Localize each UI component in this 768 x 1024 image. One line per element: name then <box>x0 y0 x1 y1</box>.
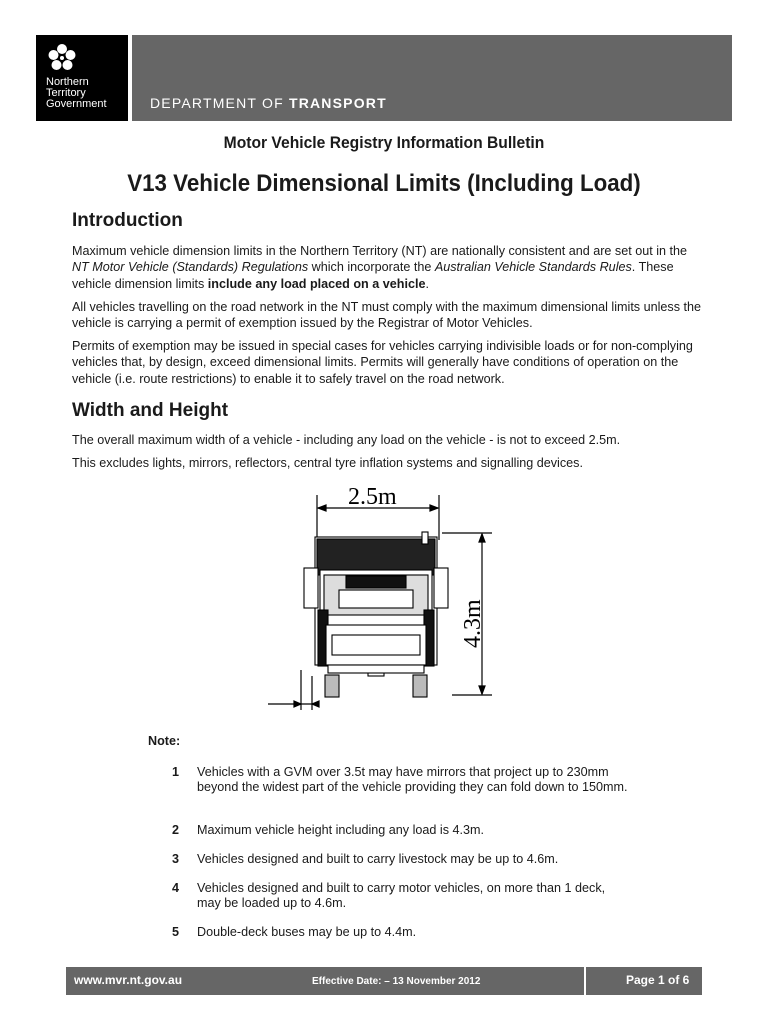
effective-date: Effective Date: – 13 November 2012 <box>312 976 481 987</box>
exclusions-paragraph: This excludes lights, mirrors, reflectors, central tyre inflation systems and signalling devices. <box>72 456 583 470</box>
page-number: Page 1 of 6 <box>626 973 690 987</box>
width-label: 2.5m <box>348 484 397 510</box>
document-title: V13 Vehicle Dimensional Limits (Including Load) <box>127 170 641 197</box>
header-bar <box>132 35 732 121</box>
note-label: Note: <box>148 734 181 748</box>
vehicle-dimension-diagram <box>262 480 502 720</box>
width-height-heading: Width and Height <box>72 400 229 421</box>
footer-divider <box>584 967 586 995</box>
note-item: 3 Vehicles designed and built to carry livestock may be up to 4.6m. <box>172 852 559 866</box>
width-paragraph: The overall maximum width of a vehicle - including any load on the vehicle - is not to exceed 2.5m. <box>72 433 621 447</box>
intro-paragraph-2: All vehicles travelling on the road network in the NT must comply with the maximum dimensional limits unless the vehicle is carrying a permit of exemption issued by the Registrar of Motor Vehicles. <box>72 300 702 331</box>
note-item: 4 Vehicles designed and built to carry motor vehicles, on more than 1 deck, may be loaded up to 4.6m. <box>172 881 606 910</box>
height-label: 4.3m <box>460 599 486 648</box>
intro-paragraph-1: Maximum vehicle dimension limits in the Northern Territory (NT) are nationally consistent and are set out in the NT Motor Vehicle (Standards) Regulations which incorporate the Australian Vehicle Standards Rules. These vehicle dimension limits include any load placed on a vehicle. <box>72 244 688 291</box>
bulletin-title: Motor Vehicle Registry Information Bulletin <box>223 133 545 152</box>
note-item: 5 Double-deck buses may be up to 4.4m. <box>172 925 417 939</box>
intro-paragraph-3: Permits of exemption may be issued in special cases for vehicles carrying indivisible loads or for non-complying vehicles that, by design, exceed dimensional limits. Permits will generally have conditions of operation on the vehicle (i.e. route restrictions) to enable it to safely travel on the road network. <box>72 339 693 386</box>
footer-bar <box>66 967 702 995</box>
department-name: DEPARTMENT OF TRANSPORT <box>150 95 387 111</box>
nt-government-logo <box>36 35 128 121</box>
logo-wordmark: Northern Territory Government <box>46 76 107 110</box>
flower-emblem-icon <box>47 43 77 73</box>
note-item: 1 Vehicles with a GVM over 3.5t may have mirrors that project up to 230mm beyond the widest part of the vehicle providing they can fold down to 150mm. <box>172 765 628 794</box>
intro-heading: Introduction <box>72 210 183 231</box>
website-link[interactable]: www.mvr.nt.gov.au <box>74 973 183 987</box>
note-item: 2 Maximum vehicle height including any load is 4.3m. <box>172 823 484 837</box>
